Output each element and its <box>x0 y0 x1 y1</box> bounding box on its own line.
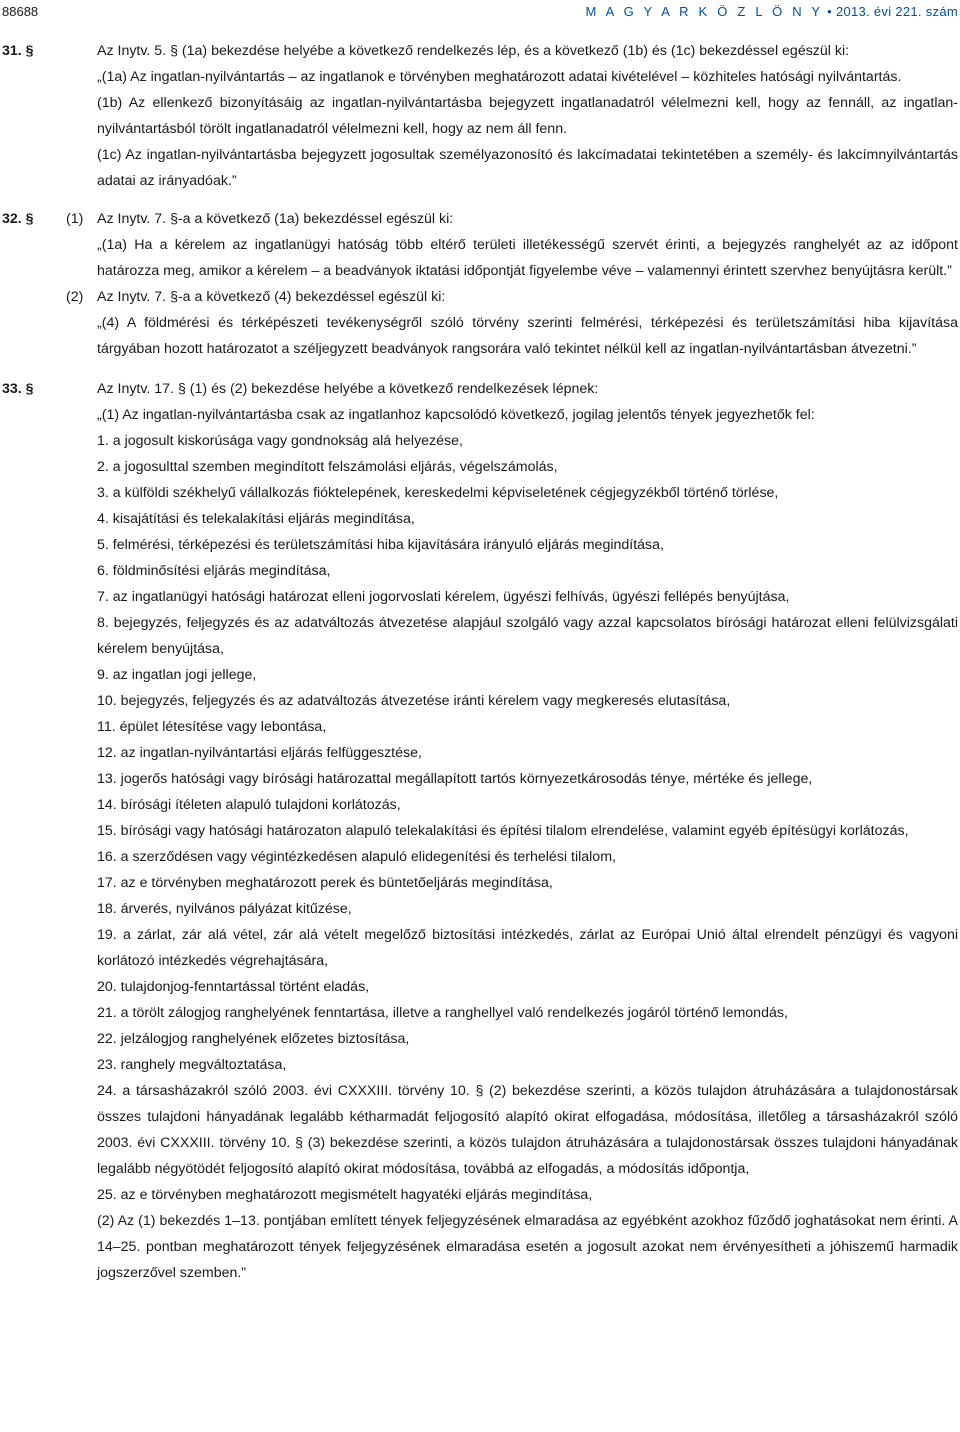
document-body <box>0 38 960 1286</box>
list-item: 25. az e törvényben meghatározott megismételt hagyatéki eljárás megindítása, <box>97 1187 593 1203</box>
list-item: 15. bírósági vagy hatósági határozaton alapuló telekalakítási és építési tilalom elrendelése, valamint egyéb építésügyi korlátozás, <box>97 823 909 839</box>
subsection-label: (1) <box>66 211 84 227</box>
enumerated-list <box>97 428 958 1208</box>
journal-title: M A G Y A R K Ö Z L Ö N Y <box>585 3 824 19</box>
journal-header <box>585 4 958 19</box>
list-item: 19. a zárlat, zár alá vétel, zár alá vételt megelőző biztosítási intézkedés, zárlat az Európai Unió által elrendelt pénzügyi és vagyoni korlátozó intézkedés végrehajtására, <box>97 927 958 969</box>
list-item: 4. kisajátítási és telekalakítási eljárás megindítása, <box>97 511 415 527</box>
list-item: 6. földminősítési eljárás megindítása, <box>97 563 331 579</box>
list-item: 16. a szerződésen vagy végintézkedésen alapuló elidegenítési és terhelési tilalom, <box>97 849 616 865</box>
section-33 <box>0 376 960 1286</box>
list-item: 9. az ingatlan jogi jellege, <box>97 667 257 683</box>
list-item: 2. a jogosulttal szemben megindított felszámolási eljárás, végelszámolás, <box>97 459 558 475</box>
subsection-intro: Az Inytv. 7. §-a a következő (1a) bekezdéssel egészül ki: <box>97 211 454 227</box>
section-number: 33. § <box>2 381 34 397</box>
list-item: 3. a külföldi székhelyű vállalkozás fióktelepének, kereskedelmi képviseletének cégjegyzékből történő törlése, <box>97 485 779 501</box>
list-item: 12. az ingatlan-nyilvántartási eljárás felfüggesztése, <box>97 745 422 761</box>
section-intro: Az Inytv. 17. § (1) és (2) bekezdése helyébe a következő rendelkezések lépnek: <box>97 381 599 397</box>
section-intro: Az Inytv. 5. § (1a) bekezdése helyébe a következő rendelkezés lép, és a következő (1b) és (1c) bekezdéssel egészül ki: <box>97 43 850 59</box>
paragraph: „(1) Az ingatlan-nyilvántartásba csak az ingatlanhoz kapcsolódó következő, jogilag jelentős tények jegyezhetők fel: <box>97 407 815 423</box>
paragraph: (2) Az (1) bekezdés 1–13. pontjában említett tények feljegyzésének elmaradása az egyébként azokhoz fűződő joghatásokat nem érinti. A 14–25. pontban meghatározott tények feljegyzésének elmaradása esetén a jogosult azokat nem érvényesítheti a jóhiszemű harmadik jogszerzővel szemben.” <box>97 1213 958 1281</box>
list-item: 1. a jogosult kiskorúsága vagy gondnokság alá helyezése, <box>97 433 463 449</box>
subsection-label: (2) <box>66 289 84 305</box>
section-number: 32. § <box>2 211 34 227</box>
list-item: 8. bejegyzés, feljegyzés és az adatváltozás átvezetése alapjául szolgáló vagy azzal kapcsolatos bírósági határozat elleni felülvizsgálati kérelem benyújtása, <box>97 615 958 657</box>
paragraph: „(1a) Az ingatlan-nyilvántartás – az ingatlanok e törvényben meghatározott adatai kivételével – közhiteles hatósági nyilvántartás. <box>97 69 902 85</box>
list-item: 24. a társasházakról szóló 2003. évi CXXXIII. törvény 10. § (2) bekezdése szerinti, a közös tulajdon átruházására a tulajdonostársak összes tulajdoni hányadának legalább kétharmadát feljogosító alapító okirat elfogadása, módosítása, illetőleg a társasházakról szóló 2003. évi CXXXIII. törvény 10. § (3) bekezdése szerinti, a közös tulajdon átruházására a tulajdonostársak összes tulajdoni hányadának legalább négyötödét feljogosító alapító okirat módosítása, továbbá az elfogadás, a módosítás időpontja, <box>97 1083 958 1177</box>
section-number: 31. § <box>2 43 34 59</box>
list-item: 7. az ingatlanügyi hatósági határozat elleni jogorvoslati kérelem, ügyészi felhívás, ügyészi fellépés benyújtása, <box>97 589 790 605</box>
list-item: 11. épület létesítése vagy lebontása, <box>97 719 327 735</box>
list-item: 22. jelzálogjog ranghelyének előzetes biztosítása, <box>97 1031 410 1047</box>
list-item: 14. bírósági ítéleten alapuló tulajdoni korlátozás, <box>97 797 401 813</box>
subsection-2 <box>0 284 960 362</box>
list-item: 17. az e törvényben meghatározott perek és büntetőeljárás megindítása, <box>97 875 553 891</box>
issue-number: 2013. évi 221. szám <box>835 3 958 19</box>
paragraph: (1c) Az ingatlan-nyilvántartásba bejegyzett jogosultak személyazonosító és lakcímadatai tekintetében a személy- és lakcímnyilvántartás adatai az irányadóak.” <box>97 147 958 189</box>
list-item: 10. bejegyzés, feljegyzés és az adatváltozás átvezetése iránti kérelem vagy megkeresés elutasítása, <box>97 693 731 709</box>
list-item: 18. árverés, nyilvános pályázat kitűzése, <box>97 901 352 917</box>
page-number: 88688 <box>2 3 39 19</box>
page-header <box>2 2 958 20</box>
subsection-intro: Az Inytv. 7. §-a a következő (4) bekezdéssel egészül ki: <box>97 289 446 305</box>
paragraph: (1b) Az ellenkező bizonyításáig az ingatlan-nyilvántartásba bejegyzett ingatlanadatról vélelmezni kell, hogy az fennáll, az ingatlan-nyilvántartásból törölt ingatlanadatról vélelmezni kell, hogy az nem áll fenn. <box>97 95 958 137</box>
quoted-paragraph: „(4) A földmérési és térképészeti tevékenységről szóló törvény szerinti felmérési, térképezési és területszámítási hiba kijavítása tárgyában hozott határozatot a széljegyzett beadványok rangsorára való tekintet nélkül kell az ingatlan-nyilvántartásban átvezetni.” <box>97 315 958 357</box>
subsection-1 <box>0 206 960 284</box>
list-item: 20. tulajdonjog-fenntartással történt eladás, <box>97 979 370 995</box>
quoted-paragraph: „(1a) Ha a kérelem az ingatlanügyi hatóság több eltérő területi illetékességű szervét érinti, a bejegyzés ranghelyét az az időpont határozza meg, amikor a kérelem – a beadványok iktatási időpontját figyelembe véve – valamennyi érintett szervhez benyújtásra került.” <box>97 237 958 279</box>
section-32 <box>0 206 960 362</box>
list-item: 21. a törölt zálogjog ranghelyének fenntartása, illetve a ranghellyel való rendelkezés jogáról történő lemondás, <box>97 1005 788 1021</box>
header-bullet: • <box>827 3 833 19</box>
list-item: 5. felmérési, térképezési és területszámítási hiba kijavítására irányuló eljárás megindítása, <box>97 537 664 553</box>
section-31 <box>0 38 960 194</box>
list-item: 23. ranghely megváltoztatása, <box>97 1057 287 1073</box>
list-item: 13. jogerős hatósági vagy bírósági határozattal megállapított tartós környezetkárosodás ténye, mértéke és jellege, <box>97 771 813 787</box>
